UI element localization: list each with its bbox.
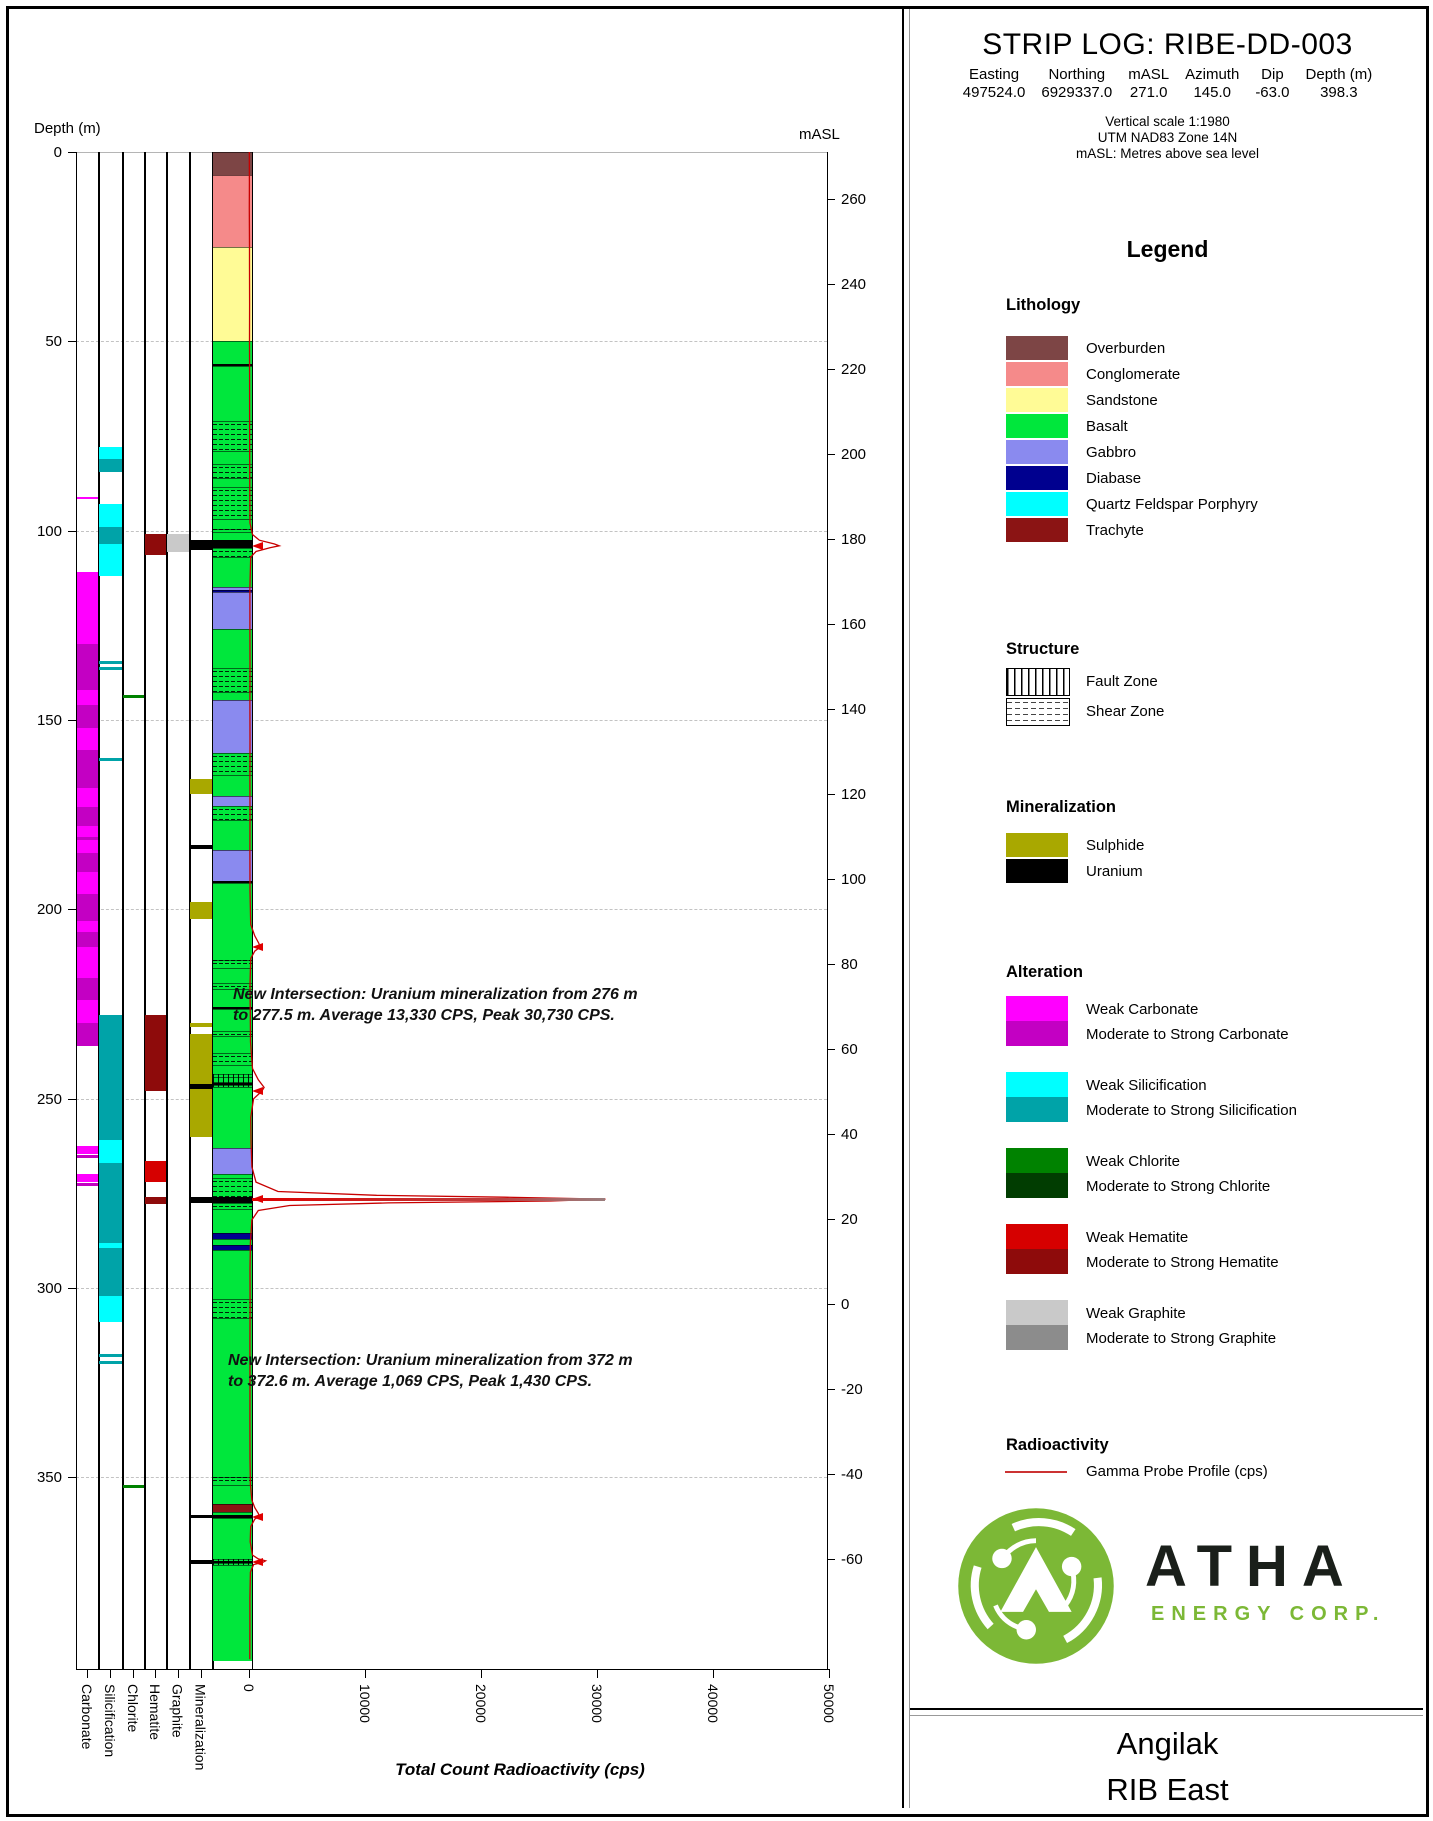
interval-weak_carbonate bbox=[77, 690, 99, 705]
alteration-swatch-strong_silicification bbox=[1006, 1097, 1068, 1122]
depth-tick bbox=[68, 1099, 76, 1100]
interval-weak_chlorite bbox=[123, 1485, 145, 1488]
interval-strong_carbonate bbox=[77, 807, 99, 826]
column-hematite bbox=[144, 152, 168, 1669]
gamma-arrow bbox=[252, 943, 263, 951]
radioactivity-label: Gamma Probe Profile (cps) bbox=[1086, 1463, 1268, 1480]
interval-weak_silicification bbox=[99, 504, 123, 527]
lithology-swatch-gabbro bbox=[1006, 440, 1068, 464]
depth-tick-label: 100 bbox=[36, 522, 62, 540]
field-label: Easting bbox=[969, 66, 1020, 83]
column-tick bbox=[87, 1669, 88, 1678]
alteration-label-strong: Moderate to Strong Hematite bbox=[1086, 1254, 1279, 1271]
interval-weak_carbonate bbox=[77, 1174, 99, 1182]
depth-tick-label: 350 bbox=[36, 1469, 62, 1487]
collar-field-azimuth bbox=[1185, 66, 1239, 102]
panel-divider-inner bbox=[909, 9, 910, 1808]
cps-axis bbox=[76, 1669, 829, 1670]
column-label-silicification: Silicification bbox=[102, 1684, 118, 1758]
interval-strong_silicification bbox=[99, 667, 123, 670]
alteration-swatch-weak_silicification bbox=[1006, 1072, 1068, 1097]
company-logo bbox=[955, 1505, 1395, 1675]
depth-tick bbox=[68, 720, 76, 721]
alteration-label-strong: Moderate to Strong Chlorite bbox=[1086, 1178, 1271, 1195]
depth-tick-label: 200 bbox=[36, 901, 62, 919]
interval-strong_carbonate bbox=[77, 1023, 99, 1046]
interval-strong_silicification bbox=[99, 1015, 123, 1140]
masl-tick-label: 0 bbox=[841, 1295, 850, 1313]
interval-strong_silicification bbox=[99, 527, 123, 544]
legend-section-radioactivity: Radioactivity bbox=[1006, 1436, 1109, 1454]
field-value: 271.0 bbox=[1129, 84, 1168, 101]
interval-uranium bbox=[190, 540, 213, 549]
field-value: 145.0 bbox=[1193, 84, 1231, 101]
depth-tick bbox=[68, 909, 76, 910]
lithology-label: Trachyte bbox=[1086, 522, 1144, 539]
column-label-graphite: Graphite bbox=[169, 1684, 186, 1738]
lithology-swatch-trachyte bbox=[1006, 518, 1068, 542]
alteration-label-weak: Weak Graphite bbox=[1086, 1305, 1186, 1322]
interval-weak_carbonate bbox=[77, 826, 99, 837]
scale-note: mASL: Metres above sea level bbox=[1075, 146, 1260, 161]
alteration-label-weak: Weak Hematite bbox=[1086, 1229, 1189, 1246]
cps-tick-label: 50000 bbox=[821, 1684, 837, 1723]
gamma-arrow bbox=[252, 1087, 263, 1095]
column-tick bbox=[110, 1669, 111, 1678]
column-label-carbonate: Carbonate bbox=[79, 1684, 95, 1750]
collar-field-masl bbox=[1128, 66, 1169, 102]
interval-weak_silicification bbox=[99, 544, 123, 576]
gamma-probe-profile bbox=[245, 152, 885, 1669]
alteration-label-strong: Moderate to Strong Carbonate bbox=[1086, 1026, 1289, 1043]
interval-strong_carbonate bbox=[77, 894, 99, 921]
gamma-arrow bbox=[252, 1558, 263, 1566]
structure-swatch-shear bbox=[1006, 698, 1070, 726]
mineralization-label: Sulphide bbox=[1086, 837, 1145, 854]
footer-divider-inner bbox=[910, 1715, 1423, 1716]
interval-sulphide bbox=[190, 1023, 213, 1027]
masl-tick-label: 80 bbox=[841, 955, 858, 973]
interval-strong_hematite bbox=[145, 1197, 167, 1204]
interval-weak_carbonate bbox=[77, 872, 99, 895]
structure-label: Fault Zone bbox=[1086, 673, 1158, 690]
intersection-annotation-1 bbox=[233, 984, 703, 1026]
interval-strong_hematite bbox=[145, 1015, 167, 1091]
cps-tick bbox=[829, 1669, 830, 1678]
interval-sulphide bbox=[190, 779, 213, 794]
alteration-swatch-strong_carbonate bbox=[1006, 1021, 1068, 1046]
project-name: Angilak bbox=[1116, 1726, 1219, 1761]
depth-tick-label: 150 bbox=[36, 712, 62, 730]
cps-tick bbox=[481, 1669, 482, 1678]
peak-spike-streak bbox=[252, 1198, 605, 1201]
depth-tick-label: 0 bbox=[53, 144, 62, 161]
lithology-label: Gabbro bbox=[1086, 444, 1137, 461]
field-label: Northing bbox=[1048, 66, 1106, 83]
interval-weak_carbonate bbox=[77, 572, 99, 644]
masl-axis-title: mASL bbox=[799, 126, 840, 143]
lithology-label: Overburden bbox=[1086, 340, 1166, 357]
interval-strong_carbonate bbox=[77, 853, 99, 872]
interval-weak_carbonate bbox=[77, 1146, 99, 1154]
interval-weak_carbonate bbox=[77, 840, 99, 852]
interval-strong_silicification bbox=[99, 459, 123, 472]
depth-tick bbox=[68, 341, 76, 342]
cps-tick-label: 10000 bbox=[357, 1684, 373, 1723]
interval-weak_carbonate bbox=[77, 947, 99, 977]
masl-tick-label: 120 bbox=[841, 785, 867, 803]
atha-emblem-icon bbox=[955, 1505, 1117, 1667]
interval-strong_carbonate bbox=[77, 978, 99, 1001]
page-title: STRIP LOG: RIBE-DD-003 bbox=[982, 28, 1353, 61]
structure-swatch-fault bbox=[1006, 668, 1070, 696]
masl-tick-label: -60 bbox=[841, 1550, 863, 1568]
alteration-swatch-strong_graphite bbox=[1006, 1325, 1068, 1350]
collar-field-depthm bbox=[1306, 66, 1373, 102]
alteration-label-strong: Moderate to Strong Graphite bbox=[1086, 1330, 1277, 1347]
cps-tick-label: 30000 bbox=[589, 1684, 605, 1723]
column-label-mineralization: Mineralization bbox=[192, 1684, 209, 1771]
annotation-line2: to 277.5 m. Average 13,330 CPS, Peak 30,730 CPS. bbox=[233, 1007, 615, 1025]
lithology-swatch-basalt bbox=[1006, 414, 1068, 438]
interval-weak_carbonate bbox=[77, 728, 99, 751]
interval-strong_carbonate bbox=[77, 932, 99, 947]
interval-weak_carbonate bbox=[77, 921, 99, 932]
intersection-annotation-2 bbox=[228, 1350, 698, 1392]
column-tick bbox=[201, 1669, 202, 1678]
masl-tick-label: 40 bbox=[841, 1125, 858, 1143]
alteration-swatch-weak_chlorite bbox=[1006, 1148, 1068, 1173]
lithology-swatch-diabase bbox=[1006, 466, 1068, 490]
scale-note: Vertical scale 1:1980 bbox=[1105, 114, 1230, 129]
interval-strong_silicification bbox=[99, 758, 123, 761]
interval-strong_carbonate bbox=[77, 705, 99, 728]
field-value: 398.3 bbox=[1320, 84, 1358, 101]
alteration-swatch-weak_hematite bbox=[1006, 1224, 1068, 1249]
lithology-label: Sandstone bbox=[1086, 392, 1158, 409]
field-value: 497524.0 bbox=[962, 84, 1026, 101]
annotation-line2: to 372.6 m. Average 1,069 CPS, Peak 1,430 CPS. bbox=[228, 1373, 593, 1391]
mineralization-swatch-uranium bbox=[1006, 859, 1068, 883]
scale-note: UTM NAD83 Zone 14N bbox=[1097, 130, 1238, 145]
lithology-label: Diabase bbox=[1086, 470, 1142, 487]
legend-title: Legend bbox=[1126, 236, 1209, 262]
legend-section-alteration: Alteration bbox=[1006, 963, 1084, 981]
interval-sulphide bbox=[190, 902, 213, 919]
masl-tick-label: -40 bbox=[841, 1465, 863, 1483]
gamma-line-swatch bbox=[1005, 1471, 1067, 1473]
cps-tick-label: 40000 bbox=[705, 1684, 721, 1723]
interval-weak_chlorite bbox=[123, 695, 145, 698]
depth-tick bbox=[68, 531, 76, 532]
mineralization-label: Uranium bbox=[1086, 863, 1143, 880]
interval-weak_carbonate bbox=[77, 788, 99, 807]
cps-tick bbox=[249, 1669, 250, 1678]
cps-tick-label: 20000 bbox=[473, 1684, 489, 1723]
lithology-label: Quartz Feldspar Porphyry bbox=[1086, 496, 1258, 513]
alteration-label-weak: Weak Chlorite bbox=[1086, 1153, 1180, 1170]
scale-notes bbox=[912, 114, 1423, 162]
masl-tick-label: 100 bbox=[841, 870, 867, 888]
interval-strong_carbonate bbox=[77, 750, 99, 788]
area-name: RIB East bbox=[1106, 1772, 1229, 1807]
legend-section-mineralization: Mineralization bbox=[1006, 798, 1117, 816]
masl-tick-label: 220 bbox=[841, 360, 867, 378]
column-graphite bbox=[166, 152, 191, 1669]
interval-weak_silicification bbox=[99, 447, 123, 458]
interval-strong_hematite bbox=[145, 534, 167, 555]
field-label: Azimuth bbox=[1185, 66, 1240, 83]
lithology-label: Conglomerate bbox=[1086, 366, 1181, 383]
logo-subtitle: ENERGY CORP. bbox=[1151, 1603, 1386, 1625]
masl-tick-label: 240 bbox=[841, 275, 867, 293]
collar-info-table bbox=[912, 66, 1423, 102]
alteration-swatch-strong_hematite bbox=[1006, 1249, 1068, 1274]
depth-tick bbox=[68, 152, 76, 153]
depth-tick-label: 300 bbox=[36, 1280, 62, 1298]
cps-tick bbox=[365, 1669, 366, 1678]
field-label: Depth (m) bbox=[1305, 66, 1373, 83]
cps-tick bbox=[597, 1669, 598, 1678]
interval-strong_carbonate bbox=[77, 1183, 99, 1186]
logo-wordmark: ATHA bbox=[1145, 1534, 1358, 1599]
column-tick bbox=[155, 1669, 156, 1678]
interval-strong_silicification bbox=[99, 661, 123, 664]
cps-tick bbox=[713, 1669, 714, 1678]
lithology-label: Basalt bbox=[1086, 418, 1128, 435]
depth-tick-label: 250 bbox=[36, 1090, 62, 1108]
interval-weak_carbonate bbox=[77, 497, 99, 499]
annotation-line1: New Intersection: Uranium mineralization from 276 m bbox=[233, 986, 638, 1003]
lithology-swatch-sandstone bbox=[1006, 388, 1068, 412]
alteration-label-weak: Weak Carbonate bbox=[1086, 1001, 1199, 1018]
collar-field-easting bbox=[963, 66, 1026, 102]
interval-strong_silicification bbox=[99, 1248, 123, 1295]
alteration-label-weak: Weak Silicification bbox=[1086, 1077, 1207, 1094]
column-tick bbox=[178, 1669, 179, 1678]
interval-uranium bbox=[190, 1515, 213, 1518]
lithology-swatch-qfp bbox=[1006, 492, 1068, 516]
masl-tick-label: 60 bbox=[841, 1040, 858, 1058]
lithology-swatch-conglomerate bbox=[1006, 362, 1068, 386]
masl-tick-label: 200 bbox=[841, 445, 867, 463]
interval-strong_silicification bbox=[99, 1354, 123, 1357]
annotation-line1: New Intersection: Uranium mineralization from 372 m bbox=[228, 1352, 633, 1369]
interval-strong_silicification bbox=[99, 1361, 123, 1364]
gamma-arrow bbox=[252, 1195, 263, 1203]
field-value: -63.0 bbox=[1255, 84, 1290, 101]
structure-label: Shear Zone bbox=[1086, 703, 1165, 720]
depth-tick-label: 50 bbox=[45, 333, 62, 351]
column-label-hematite: Hematite bbox=[147, 1684, 163, 1741]
depth-tick bbox=[68, 1477, 76, 1478]
masl-tick-label: 20 bbox=[841, 1210, 858, 1228]
collar-field-northing bbox=[1041, 66, 1112, 102]
legend-section-lithology: Lithology bbox=[1006, 296, 1081, 314]
masl-tick-label: 140 bbox=[841, 700, 867, 718]
interval-weak_carbonate bbox=[77, 1000, 99, 1023]
legend-section-structure: Structure bbox=[1006, 640, 1080, 658]
interval-weak_silicification bbox=[99, 1296, 123, 1323]
interval-strong_carbonate bbox=[77, 644, 99, 689]
cps-tick-label: 0 bbox=[241, 1684, 257, 1692]
footer-divider bbox=[910, 1708, 1423, 1710]
alteration-swatch-strong_chlorite bbox=[1006, 1173, 1068, 1198]
depth-tick bbox=[68, 1288, 76, 1289]
column-silicification bbox=[98, 152, 124, 1669]
field-value: 6929337.0 bbox=[1041, 84, 1113, 101]
x-axis-title: Total Count Radioactivity (cps) bbox=[395, 1760, 645, 1779]
interval-weak_hematite bbox=[145, 1161, 167, 1182]
column-carbonate bbox=[76, 152, 100, 1669]
interval-uranium bbox=[190, 845, 213, 849]
masl-tick-label: 180 bbox=[841, 530, 867, 548]
gamma-arrow bbox=[252, 1513, 263, 1521]
alteration-swatch-weak_graphite bbox=[1006, 1300, 1068, 1325]
interval-weak_graphite bbox=[167, 534, 190, 551]
alteration-label-strong: Moderate to Strong Silicification bbox=[1086, 1102, 1297, 1119]
gamma-arrow bbox=[252, 542, 263, 550]
interval-uranium bbox=[190, 1084, 213, 1090]
alteration-swatch-weak_carbonate bbox=[1006, 996, 1068, 1021]
mineralization-swatch-sulphide bbox=[1006, 833, 1068, 857]
interval-uranium bbox=[190, 1560, 213, 1563]
lithology-swatch-overburden bbox=[1006, 336, 1068, 360]
interval-strong_silicification bbox=[99, 1163, 123, 1243]
interval-strong_carbonate bbox=[77, 1155, 99, 1158]
column-chlorite bbox=[122, 152, 146, 1669]
masl-tick-label: 260 bbox=[841, 190, 867, 208]
field-label: mASL bbox=[1128, 66, 1170, 83]
field-label: Dip bbox=[1261, 66, 1284, 83]
interval-weak_silicification bbox=[99, 1140, 123, 1163]
column-mineralization bbox=[189, 152, 214, 1669]
column-label-chlorite: Chlorite bbox=[125, 1684, 141, 1733]
collar-field-dip bbox=[1255, 66, 1289, 102]
masl-tick-label: 160 bbox=[841, 615, 867, 633]
masl-tick-label: -20 bbox=[841, 1380, 863, 1398]
depth-axis-title: Depth (m) bbox=[34, 120, 101, 137]
interval-uranium bbox=[190, 1197, 213, 1203]
column-tick bbox=[133, 1669, 134, 1678]
